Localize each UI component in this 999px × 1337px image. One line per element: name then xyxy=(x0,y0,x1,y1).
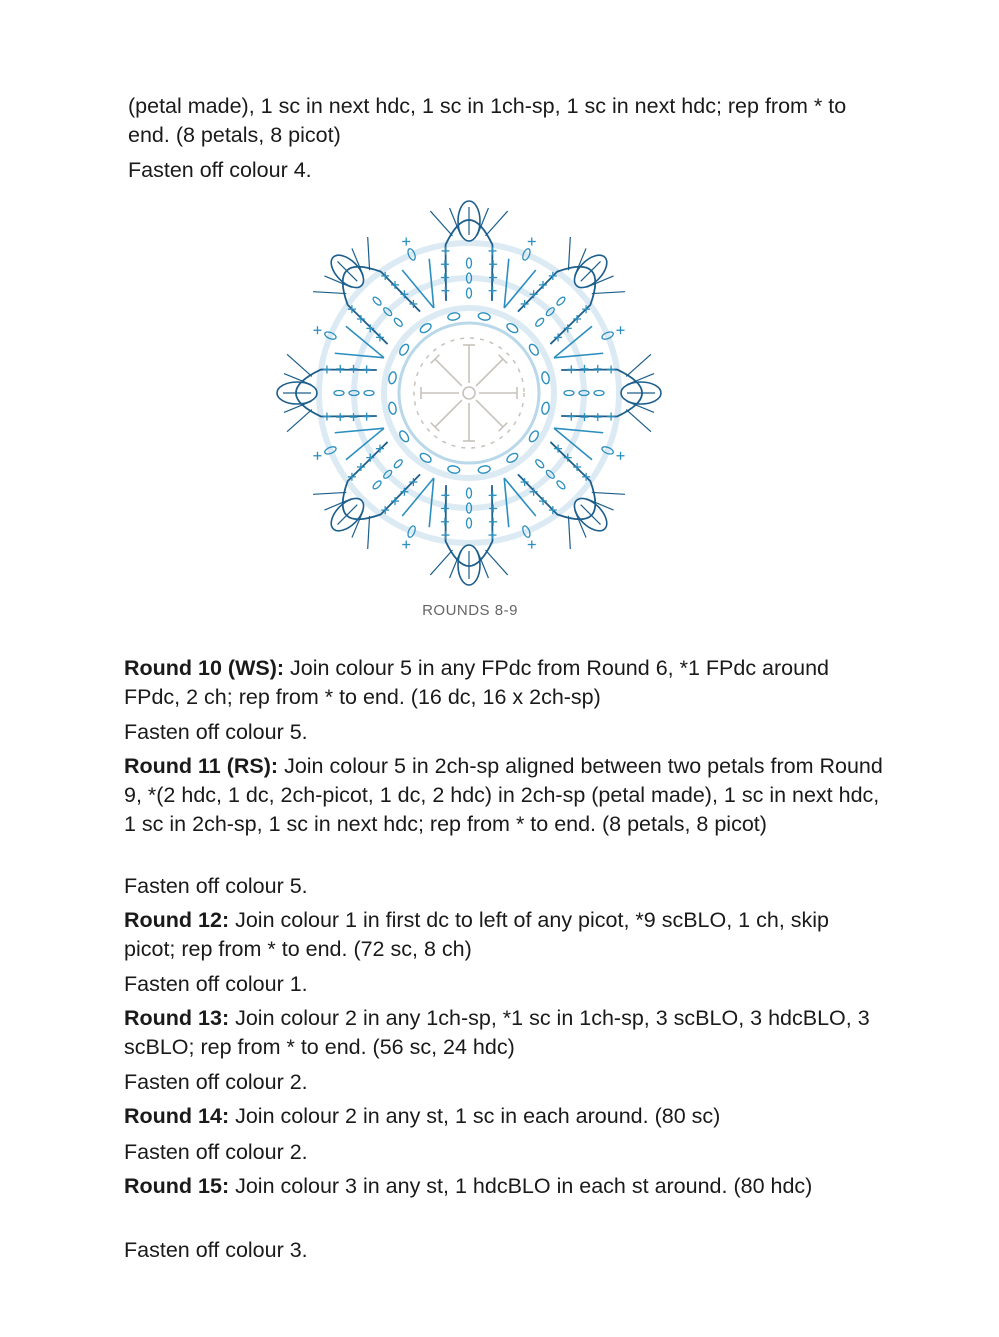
round-11-fasten: Fasten off colour 5. xyxy=(124,874,308,898)
round-10-fasten: Fasten off colour 5. xyxy=(124,720,308,744)
round-13-instruction xyxy=(124,1004,884,1062)
round-12-label: Round 12: xyxy=(124,908,230,932)
round-14-text: Join colour 2 in any st, 1 sc in each around. (80 sc) xyxy=(229,1104,721,1128)
round-15-label: Round 15: xyxy=(124,1174,230,1198)
round-13-text: Join colour 2 in any 1ch-sp, *1 sc in 1ch-sp, 3 scBLO, 3 hdcBLO, 3 scBLO; rep from * to end. (56 sc, 24 hdc) xyxy=(124,1006,870,1059)
round-15-instruction xyxy=(124,1172,884,1201)
round-14-label: Round 14: xyxy=(124,1104,230,1128)
intro-continuation: (petal made), 1 sc in next hdc, 1 sc in 1ch-sp, 1 sc in next hdc; rep from * to end. (8 petals, 8 picot) xyxy=(128,94,847,147)
round-12-text: Join colour 1 in first dc to left of any picot, *9 scBLO, 1 ch, skip picot; rep from * to end. (72 sc, 8 ch) xyxy=(124,908,829,961)
round-15-fasten: Fasten off colour 3. xyxy=(124,1238,308,1262)
round-13-label: Round 13: xyxy=(124,1006,230,1030)
round-11-instruction xyxy=(124,752,884,839)
round-10-label: Round 10 (WS): xyxy=(124,656,285,680)
crochet-chart-icon xyxy=(262,186,676,600)
figure-caption: ROUNDS 8-9 xyxy=(422,602,518,619)
round-14-fasten: Fasten off colour 2. xyxy=(124,1140,308,1164)
round-13-fasten: Fasten off colour 2. xyxy=(124,1070,308,1094)
crochet-chart-diagram xyxy=(277,201,661,585)
round-11-text: Join colour 5 in 2ch-sp aligned between two petals from Round 9, *(2 hdc, 1 dc, 2ch-picot, 1 dc, 2 hdc) in 2ch-sp (petal made), 1 sc in next hdc, 1 sc in 2ch-sp, 1 sc in next hdc; rep from * to end. (8 petals, 8 picot) xyxy=(124,754,883,836)
round-10-instruction xyxy=(124,654,884,712)
round-12-instruction xyxy=(124,906,884,964)
intro-fasten-off: Fasten off colour 4. xyxy=(128,158,312,182)
round-12-fasten: Fasten off colour 1. xyxy=(124,972,308,996)
round-11-label: Round 11 (RS): xyxy=(124,754,279,778)
round-10-text: Join colour 5 in any FPdc from Round 6, *1 FPdc around FPdc, 2 ch; rep from * to end. (16 dc, 16 x 2ch-sp) xyxy=(124,656,830,709)
round-14-instruction xyxy=(124,1102,884,1131)
round-15-text: Join colour 3 in any st, 1 hdcBLO in each st around. (80 hdc) xyxy=(229,1174,813,1198)
